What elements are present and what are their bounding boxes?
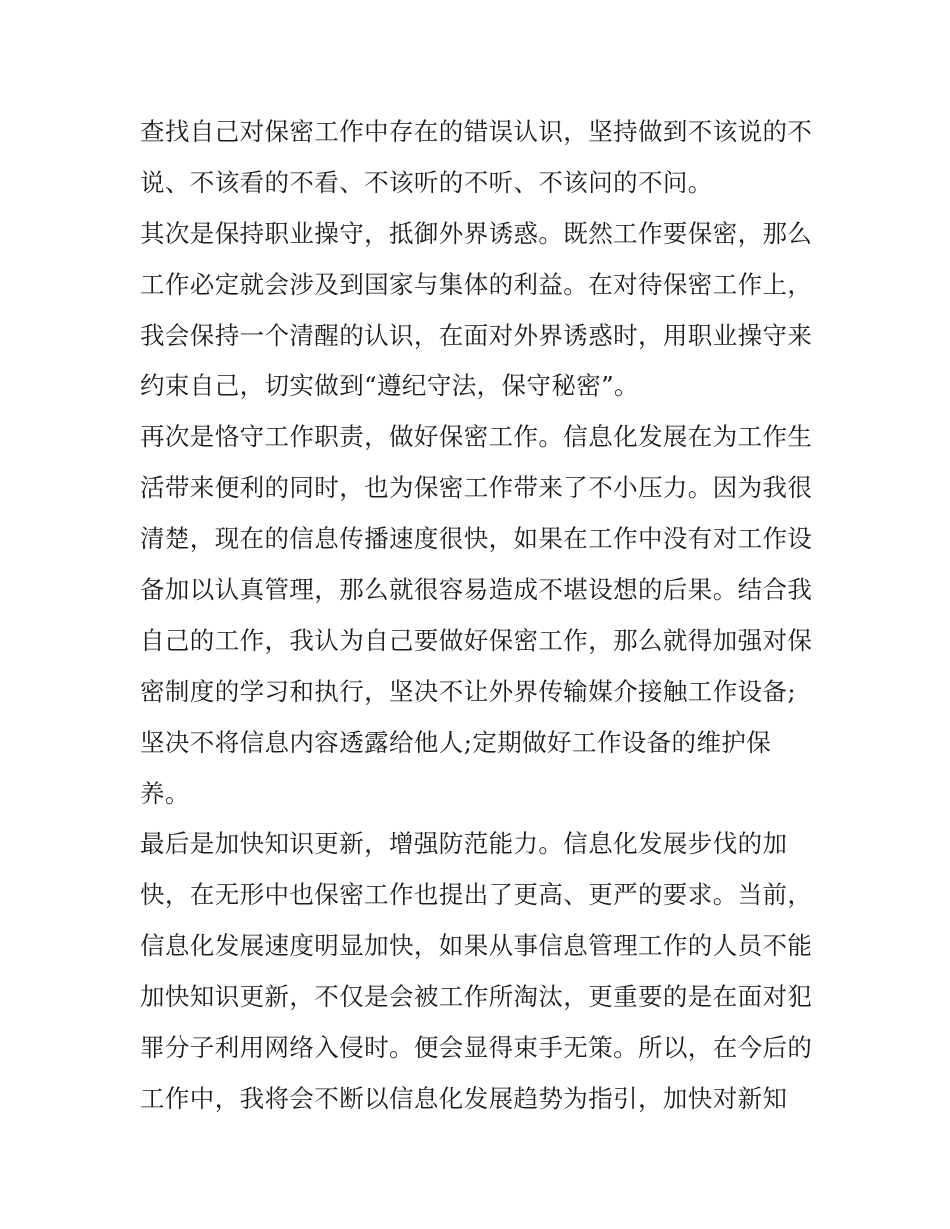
text-line: 信息化发展速度明显加快，如果从事信息管理工作的人员不能 [140, 931, 813, 961]
text-line: 密制度的学习和执行，坚决不让外界传输媒介接触工作设备; [140, 676, 797, 706]
text-line: 其次是保持职业操守，抵御外界诱惑。既然工作要保密，那么 [140, 218, 813, 248]
body-text [140, 107, 830, 1125]
text-line: 再次是恪守工作职责，做好保密工作。信息化发展在为工作生 [140, 422, 813, 452]
text-line: 坚决不将信息内容透露给他人;定期做好工作设备的维护保 [140, 727, 772, 757]
text-line: 约束自己，切实做到“遵纪守法，保守秘密”。 [140, 371, 639, 401]
text-line: 工作必定就会涉及到国家与集体的利益。在对待保密工作上， [140, 269, 813, 299]
text-line: 快，在无形中也保密工作也提出了更高、更严的要求。当前， [140, 880, 813, 910]
text-line: 自己的工作，我认为自己要做好保密工作，那么就得加强对保 [140, 625, 813, 655]
text-line: 工作中，我将会不断以信息化发展趋势为指引，加快对新知 [140, 1083, 788, 1113]
text-line: 加快知识更新，不仅是会被工作所淘汰，更重要的是在面对犯 [140, 982, 813, 1012]
text-line: 养。 [140, 778, 190, 808]
text-line: 最后是加快知识更新，增强防范能力。信息化发展步伐的加 [140, 829, 788, 859]
text-line: 备加以认真管理，那么就很容易造成不堪设想的后果。结合我 [140, 575, 813, 605]
text-line: 查找自己对保密工作中存在的错误认识，坚持做到不该说的不 [140, 117, 813, 146]
text-line: 罪分子利用网络入侵时。便会显得束手无策。所以，在今后的 [140, 1033, 813, 1063]
text-line: 说、不该看的不看、不该听的不听、不该问的不问。 [140, 167, 713, 197]
text-line: 活带来便利的同时，也为保密工作带来了不小压力。因为我很 [140, 473, 813, 503]
text-line: 清楚，现在的信息传播速度很快，如果在工作中没有对工作设 [140, 524, 813, 554]
text-line: 我会保持一个清醒的认识，在面对外界诱惑时，用职业操守来 [140, 320, 813, 350]
